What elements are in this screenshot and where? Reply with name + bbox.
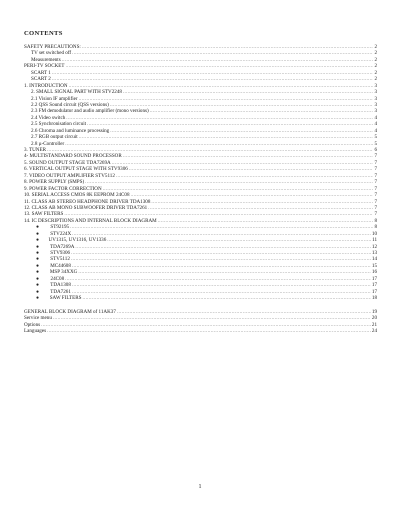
toc-entry-text: 3. TUNER [24,147,46,153]
toc-entry-text: SAW FILTERS [49,295,82,302]
toc-entry-text: 2.2 QSS Sound circuit (QSS versions) [31,101,109,108]
toc-entry-page: 13 [371,250,377,256]
toc-entry-page: 3 [374,89,377,96]
toc-entry-text: STV224X [50,230,72,237]
toc-entry-text: STV9306 [50,250,71,256]
toc-entry-page: 17 [371,282,377,289]
toc-entry-text: 7. VIDEO OUTPUT AMPLIFIER STV5112 [24,172,115,179]
toc-entry-page: 3 [374,101,377,108]
toc-entry-text: 11. CLASS AB STEREO HEADPHONE DRIVER TDA1308 [24,198,151,205]
toc-entry-text: TV set switched off [31,50,72,57]
toc-entry-text: STV5112 [50,256,70,263]
toc-entry-page: 2 [374,76,377,83]
toc-entry-page: 2 [374,63,377,70]
toc-entry-page: 5 [374,134,377,141]
bullet-icon: ● [36,283,40,289]
toc-entry-page: 7 [374,179,377,186]
toc-entry-text: 2.7 RGB output circuit [31,134,78,141]
toc-entry-page: 7 [374,153,377,160]
toc-entry-page: 20 [371,315,377,322]
bullet-icon: ● [36,251,40,256]
toc-entry-page: 3 [374,95,377,102]
toc-entry-page: 21 [371,321,377,328]
toc-entry-text: GENERAL BLOCK DIAGRAM of 11AK37 [24,309,116,315]
dot-leader [47,328,371,334]
dot-leader [82,295,370,301]
toc-entry-page: 4 [374,127,377,134]
toc-entry-text: 6. VERTICAL OUTPUT STAGE WITH STV9306 [24,166,128,173]
toc-entry-page: 10 [371,230,377,237]
toc-entry-page: 7 [374,211,377,218]
toc-entry-text: SAFETY PRECAUTIONS: [24,44,81,50]
toc-entry-text: 24C08 [50,275,65,282]
toc-entry-page: 3 [374,108,377,115]
toc-entry-label [24,328,47,334]
toc-entry-page: 8 [374,217,377,224]
toc-entry-page: 7 [374,159,377,166]
toc-entry-page: 2 [374,69,377,76]
toc-entry-page: 7 [374,204,377,211]
toc-entry-text: 8. POWER SUPPLY (SMPS) [24,179,85,186]
toc-entry-page: 6 [374,147,377,153]
toc-entry-text: 2.4 Video switch [31,114,66,121]
toc-entry-text: Options [24,321,41,328]
toc-entry-text: 1. INTRODUCTION [24,82,68,89]
toc-entry-text: MSP 34XXG [49,269,78,276]
bullet-icon: ● [36,276,40,282]
toc-entry-text: PERI-TV SOCKET [24,63,65,70]
toc-entry-text: Service menu [24,315,52,322]
toc-entry-text: 9. POWER FACTOR CORRECTION [24,185,102,192]
toc-entry-text: TDA7261 [50,288,71,295]
toc-entry-page: 7 [374,192,377,199]
toc-entry-page: 7 [374,166,377,173]
toc-entry-text: UV1315, UV1316, UV1336 [48,237,107,244]
toc-entry-page: 2 [374,50,377,57]
toc-entry-text: TDA1308 [50,282,71,289]
toc-entry-page: 5 [374,140,377,147]
toc-entry-label [50,295,83,301]
toc-entry-page: 7 [374,172,377,179]
toc-entry-text: 10. SERIAL ACCESS CMOS 8K EEPROM 24C08 [24,192,130,199]
toc-entry-text: 2.8 µ-Controller [31,140,65,147]
toc-entry-page: 7 [374,198,377,205]
toc-entry-text: 14. IC DESCRIPTIONS AND INTERNAL BLOCK DIAGRAM [24,217,157,224]
toc-entry-text: Measurements [31,56,61,63]
toc-entry-page: 11 [372,237,377,244]
toc-entry-text: SCART 2 [31,76,51,83]
bullet-icon: ● [36,257,40,263]
toc-entry-page: 18 [371,295,377,302]
page-number: 1 [198,484,202,490]
toc-entry-page: 2 [374,56,377,63]
bullet-icon: ● [36,270,40,276]
toc-gap [24,302,377,310]
toc-entry-page: 14 [371,256,377,263]
toc-entry-text: 5. SOUND OUTPUT STAGE TDA7269A [24,159,111,166]
bullet-icon: ● [36,225,40,231]
toc-entry-text: 2.3 FM demodulator and audio amplifier (mono versions) [31,108,149,115]
toc-entry-page: 17 [371,288,377,295]
table-of-contents [24,44,377,335]
toc-entry-page: 4 [374,114,377,121]
toc-entry-text: 12. CLASS AB MONO SUBWOOFER DRIVER TDA7261 [24,204,148,211]
bullet-icon: ● [36,289,40,295]
toc-entry-page: 2 [374,44,377,50]
bullet-icon: ● [36,244,40,250]
page-title: CONTENTS [24,30,63,37]
toc-entry-page: 17 [371,275,377,282]
toc-entry-page: 4 [374,121,377,128]
toc-entry-text: 2.5 Synchronisation circuit [31,121,87,128]
toc-entry-page: 24 [371,328,377,335]
toc-entry[interactable] [24,295,377,301]
toc-entry-page: 7 [374,185,377,192]
toc-entry-text: 13. SAW FILTERS [24,211,64,218]
toc-entry-text: 2. SMALL SIGNAL PART WITH STV2248 [31,89,122,96]
toc-entry-text: 2.6 Chroma and luminance processing [31,127,110,134]
toc-entry-text: ST92195 [50,224,70,231]
toc-entry-text: TDA7269A [50,243,75,250]
toc-entry-page: 12 [371,243,377,250]
toc-entry-text: Languages [24,328,47,335]
toc-entry-page: 3 [374,82,377,89]
toc-entry-text: 2.1 Vision IF amplifier [31,95,78,102]
bullet-icon: ● [36,238,40,244]
toc-entry-text: SCART 1 [31,69,51,76]
bullet-icon: ● [36,231,40,237]
bullet-icon: ● [36,263,40,269]
toc-entry[interactable] [24,328,377,334]
toc-entry-text: MC44608 [50,262,71,269]
toc-entry-page: 16 [371,269,377,276]
toc-entry-page: 19 [371,309,377,315]
toc-entry-page: 15 [371,262,377,269]
toc-entry-text: 4- MULTISTANDARD SOUND PROCESSOR [24,153,122,160]
bullet-icon: ● [36,296,40,302]
toc-entry-page: 8 [374,224,377,231]
